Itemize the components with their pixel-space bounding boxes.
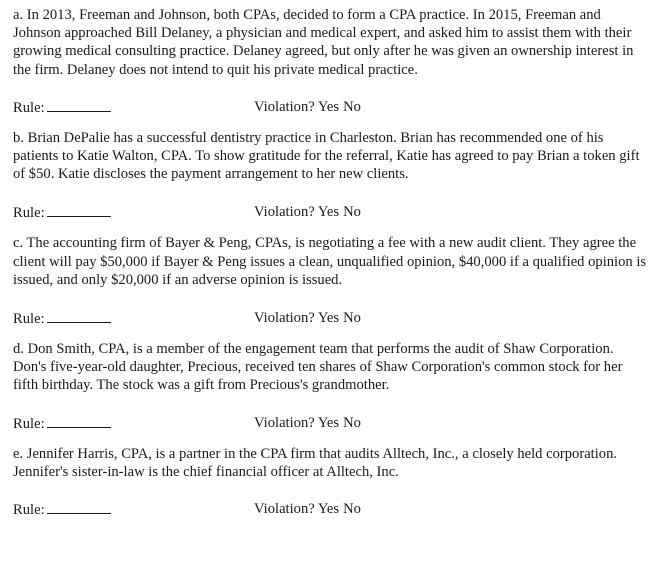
violation-prompt	[254, 98, 361, 116]
yes-option[interactable]: Yes	[317, 98, 340, 115]
rule-blank[interactable]	[47, 203, 111, 217]
scenario-d-answer-row	[13, 414, 649, 432]
no-option[interactable]: No	[343, 414, 361, 431]
scenario-a-answer-row	[13, 98, 649, 116]
violation-label: Violation?	[254, 98, 315, 115]
yes-option[interactable]: Yes	[317, 310, 340, 327]
rule-field	[13, 500, 111, 519]
scenario-d-text: d. Don Smith, CPA, is a member of the engagement team that performs the audit of Shaw Corporation. Don's five-year-old daughter, Precious, received ten shares of Shaw Corporation's common stock for her fifth birthday. The stock was a gift from Precious's grandmother.	[13, 341, 623, 394]
no-option[interactable]: No	[343, 98, 361, 115]
rule-blank[interactable]	[47, 309, 111, 323]
rule-field	[13, 98, 111, 117]
violation-label: Violation?	[254, 501, 315, 518]
no-option[interactable]: No	[343, 204, 361, 221]
violation-prompt	[254, 414, 361, 432]
rule-blank[interactable]	[47, 500, 111, 514]
rule-label: Rule:	[13, 415, 45, 432]
scenario-b-text: b. Brian DePalie has a successful dentistry practice in Charleston. Brian has recommended one of his patients to Katie Walton, CPA. To show gratitude for the referral, Katie has agreed to pay Brian a token gift of $50. Katie discloses the payment arrangement to her new clients.	[13, 129, 640, 183]
yes-option[interactable]: Yes	[317, 501, 340, 518]
rule-blank[interactable]	[47, 414, 111, 428]
rule-field	[13, 309, 111, 328]
scenario-c-text: c. The accounting firm of Bayer & Peng, CPAs, is negotiating a fee with a new audit client. They agree the client will pay $50,000 if Bayer & Peng issues a clean, unqualified opinion, $40,000 if a qualified opinion is issued, and only $20,000 if an adverse opinion is issued.	[13, 235, 647, 288]
violation-label: Violation?	[254, 310, 315, 327]
violation-prompt	[254, 203, 361, 221]
violation-prompt	[254, 309, 361, 327]
violation-label: Violation?	[254, 414, 315, 431]
violation-label: Violation?	[254, 204, 315, 221]
rule-label: Rule:	[13, 311, 45, 328]
rule-field	[13, 414, 111, 433]
no-option[interactable]: No	[343, 310, 361, 327]
rule-label: Rule:	[13, 99, 45, 116]
ethics-scenarios-document	[13, 6, 649, 518]
no-option[interactable]: No	[343, 501, 361, 518]
rule-blank[interactable]	[47, 98, 111, 112]
scenario-b-answer-row	[13, 203, 649, 221]
yes-option[interactable]: Yes	[317, 414, 340, 431]
violation-prompt	[254, 500, 361, 518]
rule-field	[13, 203, 111, 222]
yes-option[interactable]: Yes	[317, 204, 340, 221]
rule-label: Rule:	[13, 502, 45, 519]
rule-label: Rule:	[13, 205, 45, 222]
scenario-e-answer-row	[13, 500, 649, 518]
scenario-a-text: a. In 2013, Freeman and Johnson, both CPAs, decided to form a CPA practice. In 2015, Freeman and Johnson approached Bill Delaney, a physician and medical expert, and asked him to assist them with their growing medical consulting practice. Delaney agreed, but only after he was given an ownership interest in the firm. Delaney does not intend to quit his private medical practice.	[13, 7, 634, 78]
scenario-e-text: e. Jennifer Harris, CPA, is a partner in the CPA firm that audits Alltech, Inc., a closely held corporation. Jennifer's sister-in-law is the chief financial officer at Alltech, Inc.	[13, 445, 618, 480]
scenario-c-answer-row	[13, 309, 649, 327]
